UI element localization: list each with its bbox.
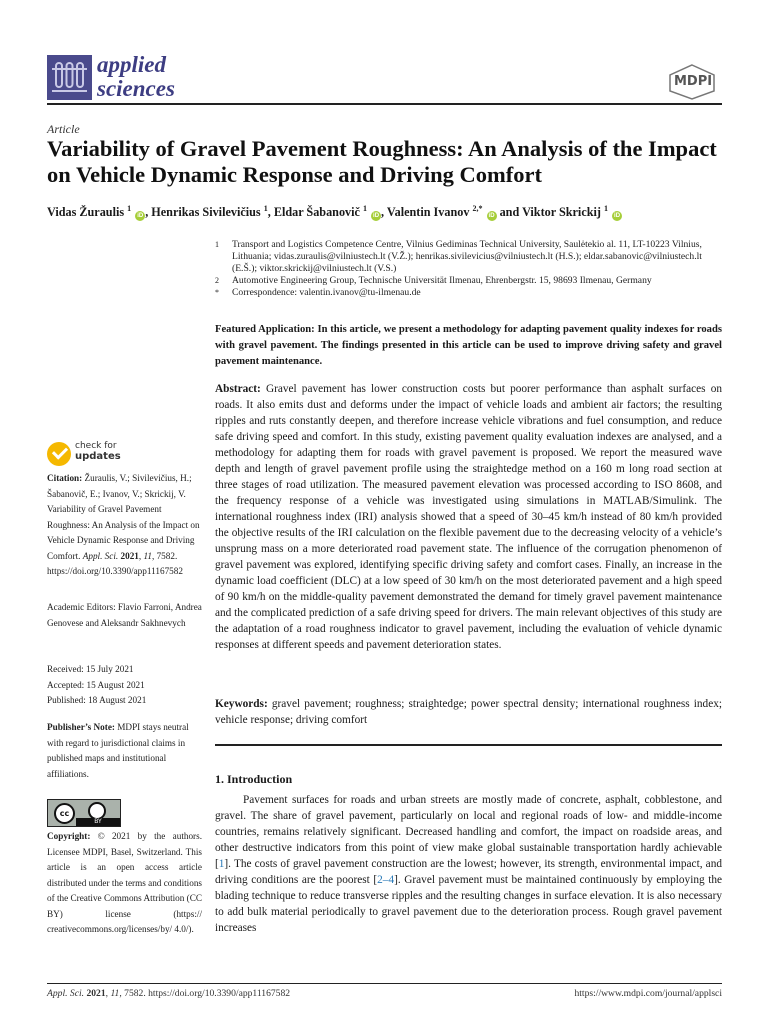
orcid-icon[interactable]: iD (614, 213, 621, 220)
publisher-note (47, 720, 202, 782)
footer-year: 2021 (86, 988, 106, 999)
reference-link[interactable]: 1 (218, 858, 225, 870)
affiliation-text: Automotive Engineering Group, Technische Universität Ilmenau, Ehrenbergstr. 15, 98693 Ilmenau, Germany (232, 275, 652, 286)
intro-text: ]. The costs of gravel pavement construction are the lowest; however, its strength, environmental impact, and driving conditions are the poorest [ (215, 858, 722, 886)
reference-link[interactable]: 2–4 (377, 874, 395, 886)
article-title: Variability of Gravel Pavement Roughness: An Analysis of the Impact on Vehicle Dynamic Response and Driving Comfort (47, 136, 717, 187)
cc-by-label: BY (76, 818, 120, 826)
featured-application: Featured Application: In this article, we present a methodology for adapting pavement quality indexes for roads with gravel pavement. The findings presented in this article can be used to improve driving safety and gravel pavement maintenance. (215, 324, 722, 367)
footer-rule (47, 983, 722, 984)
affiliation-item (215, 275, 725, 287)
abstract-text: Gravel pavement has lower construction costs but poorer performance than asphalt surfaces on roads. It also emits dust and deforms under the impact of vehicle loads and ambient air factors; the resulting ripples and ruts constantly deepen, and therefore increase vehicle vibrations and fuel consumption, and reduce safe driving speed and comfort. In this study, existing pavement quality evaluation indexes are analysed, and a methodology for adapting them for roads with gravel pavement is proposed. We report the measured wave depth and length of gravel pavement profile using the straightedge method on a 160 m long road section at three stages of road utilization. The measured pavement elevation was processed according to ISO 8608, and the frequency response of a vehicle was investigated using simulations in MATLAB/Simulink. The international roughness index (IRI) analysis showed that a speed of 30–45 km/h instead of 80 km/h provided the objective results of the IRI calculation on the flexible pavement due to the decreasing velocity of a vehicle’s unsprung mass on a more deteriorated road pavement state. The influence of the corrugation phenomenon of gravel pavement was explored, identifying specific driving safety and comfort cases. Finally, an increase in the dynamic load coefficient (DLC) at a low speed of 30 km/h on the most deteriorated pavement and a high speed of 90 km/h on the middle-quality pavement demonstrated the demand for timely gravel pavement maintenance and the complicated prediction of a safe driving speed for drivers. The main relevant objectives of this study are the adaptation of a road roughness indicator to gravel pavement, including the evaluation of vehicle dynamic responses at different speeds and pavement deterioration states. (215, 383, 722, 651)
citation-doi-link[interactable]: , 7582. https://doi.org/10.3390/app11167582 (47, 550, 183, 576)
author-joiner: and (496, 205, 523, 220)
author-affiliation-sup: 2,* (472, 204, 483, 213)
correspondence-text: Correspondence: valentin.ivanov@tu-ilmenau.de (232, 287, 421, 298)
keywords (215, 696, 722, 728)
copyright-text: © 2021 by the authors. Licensee MDPI, Basel, Switzerland. This article is an open access article distributed under the terms and conditions of the Creative Commons Attribution (CC BY) license (https:// creativecommons.org/licenses/by/ 4.0/). (47, 831, 202, 934)
footer-doi-link[interactable]: , 7582. https://doi.org/10.3390/app11167582 (119, 988, 291, 999)
check-updates-line2: updates (75, 451, 121, 462)
accepted-date: Accepted: 15 August 2021 (47, 679, 145, 690)
affiliation-item (215, 287, 725, 299)
keywords-label: Keywords: (215, 698, 268, 710)
citation-year: 2021 (120, 550, 139, 561)
keywords-text: gravel pavement; roughness; straightedge; power spectral density; international roughness index; vehicle response; driving comfort (215, 698, 723, 726)
orcid-icon[interactable]: iD (488, 213, 495, 220)
cc-by-license-badge[interactable] (47, 799, 121, 827)
author-affiliation-sup: 1 (363, 204, 367, 213)
author-name: Eldar Šabanovič (273, 205, 360, 220)
affiliations (215, 239, 725, 299)
published-date: Published: 18 August 2021 (47, 695, 147, 705)
cc-icon: cc (54, 803, 75, 824)
publisher-note-text: MDPI stays neutral with regard to jurisdictional claims in published maps and institutional affiliations. (47, 722, 189, 779)
journal-logo-icon (47, 55, 92, 100)
mdpi-logo-icon (666, 63, 718, 101)
check-updates-line1: check for (75, 441, 117, 451)
journal-name (97, 53, 175, 101)
orcid-icon[interactable]: iD (373, 213, 380, 220)
mdpi-logo-text: MDPI (674, 74, 713, 89)
received-date: Received: 15 July 2021 (47, 664, 134, 674)
check-for-updates-button[interactable] (47, 442, 167, 470)
citation-journal: Appl. Sci. (82, 550, 119, 561)
journal-name-line2: sciences (97, 76, 175, 101)
section-separator (215, 744, 722, 746)
publisher-note-label: Publisher’s Note: (47, 722, 115, 732)
footer-journal: Appl. Sci. (47, 988, 85, 999)
abstract-label: Abstract: (215, 383, 261, 395)
intro-text: ]. Gravel pavement must be maintained continuously by employing the blading technique to reduce transverse ripples and the resulting changes in surface elevation. It is also necessary to add bulk material periodically to gravel pavement due to the deterioration process. Rough gravel pavement increases (215, 874, 723, 934)
footer-citation: Appl. Sci. 2021, 11, 7582. https://doi.org/10.3390/app11167582 (47, 988, 291, 999)
academic-editors: Academic Editors: Flavio Farroni, Andrea Genovese and Aleksandr Sakhnevych (47, 602, 202, 628)
affiliation-mark: 1 (215, 240, 219, 249)
citation-text: Žuraulis, V.; Sivilevičius, H.; Šabanovič, E.; Ivanov, V.; Skrickij, V. Variability of Gravel Pavement Roughness: An Analysis of the Impact on Vehicle Dynamic Response and Driving Comfort. (47, 473, 200, 561)
affiliation-mark: 2 (215, 276, 219, 285)
author-affiliation-sup: 1 (604, 204, 608, 213)
author-separator: , (267, 205, 274, 220)
affiliation-mark: * (215, 288, 219, 297)
copyright-label: Copyright: (47, 831, 91, 841)
author-name: Henrikas Sivilevičius (151, 205, 261, 220)
citation-label: Citation: (47, 473, 83, 483)
author-name: Vidas Žuraulis (47, 205, 125, 220)
copyright (47, 829, 202, 938)
citation: Citation: Žuraulis, V.; Sivilevičius, H.; Šabanovič, E.; Ivanov, V.; Skrickij, V. Variability of Gravel Pavement Roughness: An Analysis of the Impact on Vehicle Dynamic Response and Driving Comfort. Appl. Sci. 2021, 11, 7582. https://doi.org/10.3390/app11167582 (47, 473, 200, 576)
author-separator: , (145, 205, 152, 220)
author-separator: , (381, 205, 387, 220)
citation-volume: 11 (143, 550, 152, 561)
intro-text: Pavement surfaces for roads and urban streets are mostly made of concrete, asphalt, cobblestone, and gravel. The share of gravel pavement, particularly on local and regional roads of low- and middle-income countries, remains relatively significant. Decreased handling and comfort, the impact on roadside areas, and other destructive indicators from this point of view make global sustainable transportation hardly achievable [ (215, 794, 722, 870)
orcid-icon[interactable]: iD (137, 213, 144, 220)
author-list (47, 204, 737, 221)
footer-volume: 11 (110, 988, 120, 999)
author-name: Valentin Ivanov (386, 205, 470, 220)
author-affiliation-sup: 1 (263, 204, 268, 213)
publication-dates (47, 662, 202, 709)
introduction-paragraph (215, 792, 722, 936)
header-rule (47, 103, 722, 105)
article-type: Article (47, 122, 80, 136)
footer-journal-url[interactable]: https://www.mdpi.com/journal/applsci (574, 988, 722, 999)
section-heading: 1. Introduction (215, 772, 293, 786)
author-name: Viktor Skrickij (522, 205, 601, 220)
author-affiliation-sup: 1 (127, 204, 132, 213)
abstract (215, 381, 722, 653)
checkmark-icon (47, 442, 71, 466)
affiliation-item (215, 239, 725, 275)
affiliation-text: Transport and Logistics Competence Centre, Vilnius Gediminas Technical University, Saulėtekio al. 11, LT-10223 Vilnius, Lithuania; vidas.zuraulis@vilniustech.lt (V.Ž.); henrikas.sivilevicius@vilniustech.lt (H.S.); eldar.sabanovic@vilniustech.lt (E.Š.); viktor.skrickij@vilniustech.lt (V.S.) (232, 239, 702, 274)
journal-name-line1: applied (97, 52, 166, 77)
